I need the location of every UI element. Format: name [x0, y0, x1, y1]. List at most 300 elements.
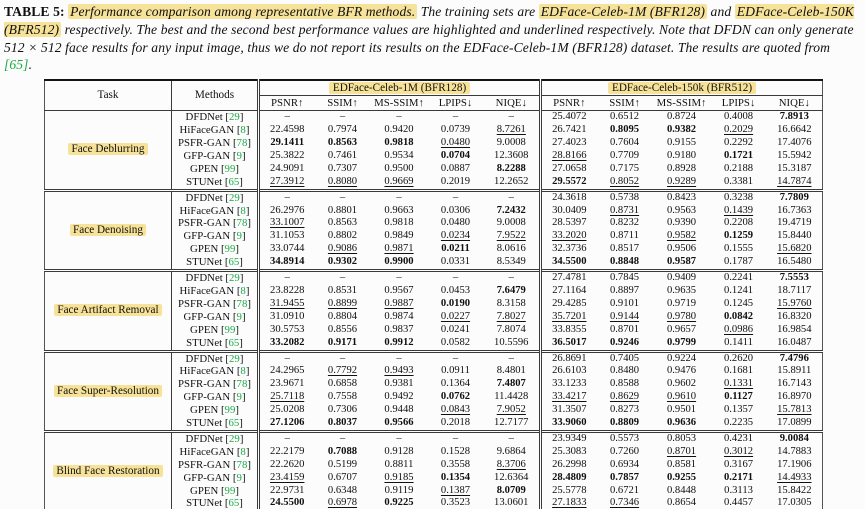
metric-value: 0.8711 — [610, 230, 639, 242]
metric-value: 0.8897 — [609, 284, 640, 296]
method-name: HiFaceGAN [8] — [172, 365, 259, 378]
metric-value: 29.5572 — [541, 176, 597, 190]
metric-value: 0.8563 — [327, 217, 358, 229]
metric-value: 7.8074 — [496, 323, 526, 335]
metric-value: 16.8970 — [777, 391, 812, 403]
metric-value: 0.2292 — [723, 137, 754, 148]
metric-value: 24.3618 — [541, 190, 597, 204]
citation-number: 99 — [224, 484, 236, 497]
metric-value: 28.4809 — [541, 472, 597, 485]
metric-value: 24.5500 — [259, 497, 315, 509]
task-label-text: Face Denoising — [70, 224, 146, 236]
metric-value: – — [508, 352, 514, 364]
citation-number: 8 — [240, 124, 246, 137]
method-name: GPEN [99] — [172, 243, 259, 256]
metric-value: – — [339, 272, 346, 284]
caption-segment: and — [707, 4, 735, 19]
metric-value: 31.1053 — [259, 230, 315, 243]
metric-value: 0.9657 — [666, 323, 697, 335]
citation-number: 9 — [236, 391, 242, 404]
metric-value: 7.7809 — [779, 191, 809, 203]
citation-number: 78 — [236, 217, 248, 230]
citation-number: 9 — [236, 310, 242, 323]
metric-value: – — [396, 111, 402, 123]
metric-value: 33.1233 — [541, 378, 597, 391]
citation-number: 9 — [236, 471, 242, 484]
metric-value: 25.4072 — [541, 111, 597, 124]
citation-number: 78 — [236, 137, 248, 149]
metric-value: 16.0487 — [777, 336, 812, 348]
metric-value: 0.9119 — [384, 484, 414, 496]
metric-value: 0.0986 — [723, 323, 754, 335]
metric-value: 27.1833 — [541, 497, 597, 509]
metric-value: 0.1241 — [723, 284, 754, 296]
metric-value: 0.9155 — [666, 137, 697, 148]
metric-value: 0.9818 — [384, 137, 414, 148]
metric-value: 0.7857 — [609, 471, 640, 483]
task-label-text: Face Super-Resolution — [54, 385, 162, 397]
metric-value: 17.4076 — [777, 137, 812, 148]
metric-value: 27.1206 — [259, 417, 315, 431]
citation-number: 29 — [229, 352, 240, 365]
metric-value: – — [508, 432, 514, 444]
caption-segment: Performance comparison among representative BFR methods. — [70, 4, 416, 19]
metric-value: 14.4933 — [777, 471, 812, 483]
task-label — [45, 431, 172, 509]
citation-number: 99 — [224, 323, 236, 336]
metric-value: 0.7845 — [609, 272, 640, 284]
metric-value: 0.8629 — [609, 391, 640, 403]
metric-value: – — [508, 191, 514, 203]
metric-value: 0.1439 — [723, 204, 754, 216]
metric-value: 0.0453 — [440, 284, 471, 296]
metric-value: 33.0744 — [259, 243, 315, 256]
metric-header-bfr512-psnr: PSNR↑ — [541, 96, 597, 111]
metric-value: 36.5017 — [541, 337, 597, 351]
table-row — [45, 431, 823, 445]
metric-value: 33.1007 — [259, 217, 315, 230]
metric-value: 0.4231 — [723, 432, 754, 444]
metric-value: 0.1681 — [723, 365, 754, 377]
metric-value: 0.2241 — [723, 272, 754, 284]
metric-value: 8.0709 — [496, 484, 526, 496]
results-table — [44, 79, 823, 509]
metric-value: 0.9171 — [327, 336, 358, 348]
metric-value: 24.9091 — [259, 163, 315, 176]
metric-value: 26.2998 — [541, 459, 597, 472]
metric-value: 0.9582 — [666, 230, 697, 242]
metric-header-bfr512-ms-ssim: MS-SSIM↑ — [656, 97, 707, 110]
metric-value: – — [396, 432, 402, 444]
method-name: PSFR-GAN [78] — [172, 378, 259, 391]
metric-value: 0.9635 — [666, 284, 697, 296]
metric-value: – — [508, 272, 514, 284]
metric-value: 0.9587 — [666, 256, 697, 268]
metric-value: 0.0211 — [441, 243, 470, 255]
metric-value: 0.1555 — [723, 243, 754, 255]
metric-value: 0.9669 — [384, 175, 414, 187]
metric-value: 27.4781 — [541, 271, 597, 285]
method-name: STUNet [65] — [172, 337, 259, 351]
metric-value: 0.7260 — [609, 445, 640, 457]
metric-value: – — [508, 111, 514, 123]
metric-value: 7.9522 — [496, 230, 526, 242]
caption-segment: EDFace-Celeb-1M (BFR128) — [540, 4, 706, 19]
metric-value: 0.8724 — [666, 111, 697, 123]
metric-value: 0.8809 — [609, 417, 640, 429]
method-name: GFP-GAN [9] — [172, 472, 259, 485]
metric-value: 0.9420 — [384, 124, 414, 136]
metric-value: 28.8166 — [541, 150, 597, 163]
metric-value: 0.9799 — [666, 336, 697, 348]
metric-value: – — [259, 190, 315, 204]
metric-value: 0.7088 — [327, 445, 358, 457]
metric-value: 0.1528 — [440, 445, 471, 457]
metric-value: 0.8037 — [327, 417, 358, 429]
metric-value: 0.9409 — [666, 272, 697, 284]
metric-value: 0.9849 — [384, 230, 414, 242]
metric-value: 0.1721 — [723, 149, 754, 161]
metric-value: 0.9887 — [384, 297, 414, 309]
metric-value: 14.7874 — [777, 175, 812, 187]
method-name: STUNet [65] — [172, 497, 259, 509]
metric-value: 0.0234 — [440, 230, 471, 242]
metric-value: 33.8355 — [541, 324, 597, 337]
metric-value: 0.9900 — [384, 256, 414, 268]
citation-number: 99 — [224, 243, 236, 256]
caption-text — [4, 4, 854, 72]
metric-value: 0.1127 — [724, 391, 753, 403]
metric-value: 0.7974 — [327, 124, 358, 136]
metric-value: 0.3113 — [724, 484, 753, 496]
metric-value: 24.2965 — [259, 365, 315, 378]
citation-number: 8 — [240, 365, 246, 378]
method-name: PSFR-GAN [78] — [172, 459, 259, 472]
metric-value: 12.3608 — [494, 149, 529, 161]
metric-value: 8.0616 — [496, 243, 526, 255]
method-name: GPEN [99] — [172, 163, 259, 176]
metric-value: 27.4023 — [541, 137, 597, 150]
metric-value: 28.5397 — [541, 217, 597, 230]
method-name: PSFR-GAN [78] — [172, 298, 259, 311]
metric-value: 23.4159 — [259, 472, 315, 485]
metric-value: 0.8701 — [609, 323, 640, 335]
metric-value: 0.8801 — [327, 204, 358, 216]
citation-number: 8 — [240, 204, 246, 217]
metric-value: 0.8899 — [327, 297, 358, 309]
metric-value: 17.0899 — [777, 417, 812, 429]
metric-value: 0.5738 — [609, 191, 640, 203]
metric-value: 0.6934 — [609, 458, 640, 470]
metric-value: 34.8914 — [259, 256, 315, 270]
metric-value: 27.1164 — [541, 285, 597, 298]
metric-value: 0.3238 — [723, 191, 754, 203]
metric-value: 22.2179 — [259, 446, 315, 459]
metric-value: 0.8531 — [327, 284, 358, 296]
metric-value: 0.7558 — [327, 391, 358, 403]
metric-value: 0.7604 — [609, 137, 640, 148]
metric-value: 0.7709 — [609, 149, 640, 161]
task-label — [45, 190, 172, 270]
citation-number: 29 — [229, 111, 240, 124]
metric-value: 7.2432 — [496, 204, 526, 216]
metric-value: 0.1787 — [723, 256, 754, 268]
metric-value: 0.0842 — [723, 310, 754, 322]
citation-number: 99 — [224, 404, 236, 417]
metric-value: 0.3381 — [723, 175, 754, 187]
citation-number: 65 — [228, 256, 240, 269]
caption-label: TABLE 5: — [4, 4, 65, 19]
metric-value: 9.0008 — [496, 217, 526, 229]
metric-value: 0.8563 — [327, 137, 358, 148]
metric-value: 0.9506 — [666, 243, 697, 255]
metric-value: 25.5778 — [541, 485, 597, 498]
metric-value: 0.9563 — [666, 204, 697, 216]
metric-value: 17.0305 — [777, 497, 812, 509]
metric-value: 15.7813 — [777, 404, 812, 416]
metric-value: – — [259, 271, 315, 285]
table-row — [45, 111, 823, 124]
method-name: HiFaceGAN [8] — [172, 124, 259, 137]
table-header — [45, 80, 823, 111]
caption-segment: [65] — [4, 57, 29, 73]
metric-value: – — [396, 352, 402, 364]
metric-value: 0.1357 — [723, 404, 754, 416]
metric-value: 22.4598 — [259, 124, 315, 137]
method-name: GPEN [99] — [172, 404, 259, 417]
metric-value: 0.9636 — [666, 417, 697, 429]
metric-value: 0.8928 — [666, 162, 697, 174]
method-name: DFDNet [29] — [172, 431, 259, 445]
metric-value: 17.1906 — [777, 458, 812, 470]
method-name: DFDNet [29] — [172, 271, 259, 285]
metric-value: 0.8448 — [666, 484, 697, 496]
caption-segment: The training sets are — [417, 4, 539, 19]
metric-value: 0.1364 — [440, 378, 471, 390]
metric-value: 0.9492 — [384, 391, 414, 403]
task-section — [45, 190, 823, 270]
task-label — [45, 351, 172, 431]
table-row — [45, 190, 823, 204]
metric-value: 0.1245 — [723, 297, 754, 309]
metric-value: 0.9448 — [384, 404, 414, 416]
metric-value: 33.2082 — [259, 337, 315, 351]
task-section — [45, 111, 823, 190]
metric-value: 0.2235 — [723, 417, 754, 429]
metric-header-bfr128-ms-ssim: MS-SSIM↑ — [374, 97, 424, 110]
metric-value: 25.3822 — [259, 150, 315, 163]
caption-segment: respectively. The best and the second best performance values are highlighted and underlined respectively. Note that DFDN can only generate 512 × 512 face results for any input image, thus we do not report its results on the EDFace-Celeb-1M (BFR128) dataset. The results are quoted from — [4, 21, 854, 55]
metric-value: 0.8802 — [327, 230, 358, 242]
metric-value: 0.9663 — [384, 204, 414, 216]
metric-value: 7.6479 — [496, 284, 526, 296]
metric-value: 31.3507 — [541, 404, 597, 417]
metric-value: 0.9476 — [666, 365, 697, 377]
table-caption — [4, 3, 860, 74]
metric-value: 34.5500 — [541, 256, 597, 270]
metric-value: 0.8052 — [609, 175, 640, 187]
metric-value: 0.7306 — [327, 404, 358, 416]
metric-value: 15.9760 — [777, 297, 812, 309]
metric-value: 0.9610 — [666, 391, 697, 403]
metric-value: 15.3187 — [777, 162, 812, 174]
metric-value: 0.9289 — [666, 175, 697, 187]
metric-value: 0.0887 — [440, 162, 471, 174]
metric-value: 0.8811 — [384, 458, 414, 470]
method-name: GFP-GAN [9] — [172, 230, 259, 243]
citation-number: 8 — [240, 284, 246, 297]
metric-value: 25.0208 — [259, 404, 315, 417]
metric-value: 31.0910 — [259, 311, 315, 324]
metric-value: 0.8588 — [609, 378, 640, 390]
metric-value: – — [452, 111, 459, 123]
metric-value: 10.5596 — [494, 336, 529, 348]
metric-value: 0.8517 — [609, 243, 640, 255]
citation-number: 29 — [229, 191, 240, 204]
metric-value: 0.6707 — [327, 471, 358, 483]
metric-value: 0.8273 — [609, 404, 640, 416]
method-name: DFDNet [29] — [172, 111, 259, 124]
metric-value: 25.3083 — [541, 446, 597, 459]
method-name: HiFaceGAN [8] — [172, 446, 259, 459]
task-section — [45, 271, 823, 351]
metric-value: 0.9501 — [666, 404, 697, 416]
metric-value: 7.5553 — [779, 272, 809, 284]
metric-value: 7.8913 — [779, 111, 809, 123]
citation-number: 29 — [229, 272, 240, 285]
metric-value: 0.3167 — [723, 458, 754, 470]
metric-value: 0.8804 — [327, 310, 358, 322]
metric-value: 16.7363 — [777, 204, 812, 216]
metric-value: 0.9567 — [384, 284, 414, 296]
metric-value: 0.0480 — [440, 137, 471, 148]
metric-value: 27.0658 — [541, 163, 597, 176]
metric-value: 15.6820 — [777, 243, 812, 255]
metric-value: 0.2019 — [440, 175, 471, 187]
metric-value: 0.0911 — [441, 365, 470, 377]
metric-value: – — [452, 352, 459, 364]
citation-number: 65 — [228, 417, 240, 430]
metric-value: 22.9731 — [259, 485, 315, 498]
metric-value: 14.7883 — [777, 445, 812, 457]
metric-value: 0.8423 — [666, 191, 697, 203]
metric-value: – — [259, 351, 315, 365]
method-name: GPEN [99] — [172, 485, 259, 498]
metric-value: 0.8053 — [666, 432, 697, 444]
citation-number: 78 — [236, 378, 248, 391]
metric-value: 0.0704 — [440, 149, 471, 161]
metric-value: 23.9671 — [259, 378, 315, 391]
metric-value: 0.4008 — [723, 111, 754, 123]
metric-value: 0.0227 — [440, 310, 471, 322]
metric-value: – — [339, 352, 346, 364]
task-section — [45, 351, 823, 431]
metric-value: 8.4801 — [496, 365, 526, 377]
metric-value: 0.0843 — [440, 404, 471, 416]
metric-header-bfr512-niqe: NIQE↓ — [778, 97, 810, 110]
metric-value: 0.8095 — [609, 124, 640, 136]
metric-value: 0.9719 — [666, 297, 697, 309]
metric-value: 35.7201 — [541, 311, 597, 324]
metric-header-bfr512-ssim: SSIM↑ — [609, 97, 640, 110]
metric-value: 0.8556 — [327, 323, 358, 335]
group-header-bfr512 — [541, 80, 823, 96]
metric-value: 0.9874 — [384, 310, 414, 322]
col-header-methods: Methods — [172, 80, 259, 111]
metric-value: 23.8228 — [259, 285, 315, 298]
metric-value: 7.4796 — [779, 352, 809, 364]
metric-value: 29.4285 — [541, 298, 597, 311]
metric-value: 0.9493 — [384, 365, 414, 377]
metric-value: 16.6642 — [777, 124, 812, 136]
citation-number: 65 — [228, 497, 240, 509]
metric-value: – — [452, 191, 459, 203]
metric-value: 8.3158 — [496, 297, 526, 309]
group-header-bfr128-label: EDFace-Celeb-1M (BFR128) — [329, 82, 470, 94]
metric-value: 0.9837 — [384, 323, 414, 335]
metric-value: 27.3912 — [259, 176, 315, 190]
metric-value: 29.1411 — [259, 137, 315, 150]
metric-value: – — [339, 111, 346, 123]
method-name: STUNet [65] — [172, 417, 259, 431]
metric-value: 0.1387 — [440, 484, 471, 496]
metric-value: 0.7405 — [609, 352, 640, 364]
group-header-bfr512-label: EDFace-Celeb-150k (BFR512) — [608, 82, 756, 94]
metric-value: 0.0306 — [440, 204, 471, 216]
metric-value: 9.0084 — [779, 432, 809, 444]
table-row — [45, 271, 823, 285]
metric-value: 15.8911 — [777, 365, 812, 377]
metric-value: 12.6364 — [494, 471, 529, 483]
method-name: DFDNet [29] — [172, 190, 259, 204]
metric-value: 25.7118 — [259, 391, 315, 404]
metric-value: 33.9060 — [541, 417, 597, 431]
metric-value: 31.9455 — [259, 298, 315, 311]
metric-value: 12.7177 — [494, 417, 529, 429]
metric-header-bfr128-lpips: LPIPS↓ — [438, 97, 473, 110]
metric-value: 0.3012 — [723, 445, 754, 457]
metric-value: 15.8422 — [777, 484, 812, 496]
metric-value: 0.0739 — [440, 124, 471, 136]
metric-value: 0.8080 — [327, 175, 358, 187]
metric-value: 0.5199 — [327, 458, 358, 470]
metric-value: 0.0582 — [440, 336, 471, 348]
method-name: STUNet [65] — [172, 176, 259, 190]
metric-value: 0.9382 — [666, 124, 697, 136]
metric-value: 16.5480 — [777, 256, 812, 268]
metric-value: – — [339, 191, 346, 203]
citation-number: 78 — [236, 297, 248, 310]
metric-value: 8.2288 — [496, 162, 526, 174]
method-name: GFP-GAN [9] — [172, 311, 259, 324]
metric-value: 0.9185 — [384, 471, 414, 483]
citation-number: 9 — [236, 149, 242, 162]
task-label — [45, 111, 172, 190]
metric-value: 0.7461 — [327, 149, 358, 161]
metric-value: 0.9381 — [384, 378, 414, 390]
metric-value: 0.3558 — [440, 458, 471, 470]
metric-value: 0.8731 — [609, 204, 640, 216]
metric-value: 0.8848 — [609, 256, 640, 268]
citation-number: 8 — [240, 445, 246, 458]
metric-value: 0.2208 — [723, 217, 754, 229]
metric-value: 0.9128 — [384, 445, 414, 457]
metric-value: 0.9566 — [384, 417, 414, 429]
metric-value: 16.7143 — [777, 378, 812, 390]
metric-value: – — [396, 272, 402, 284]
metric-value: – — [452, 432, 459, 444]
task-label-text: Face Artifact Removal — [54, 304, 161, 316]
